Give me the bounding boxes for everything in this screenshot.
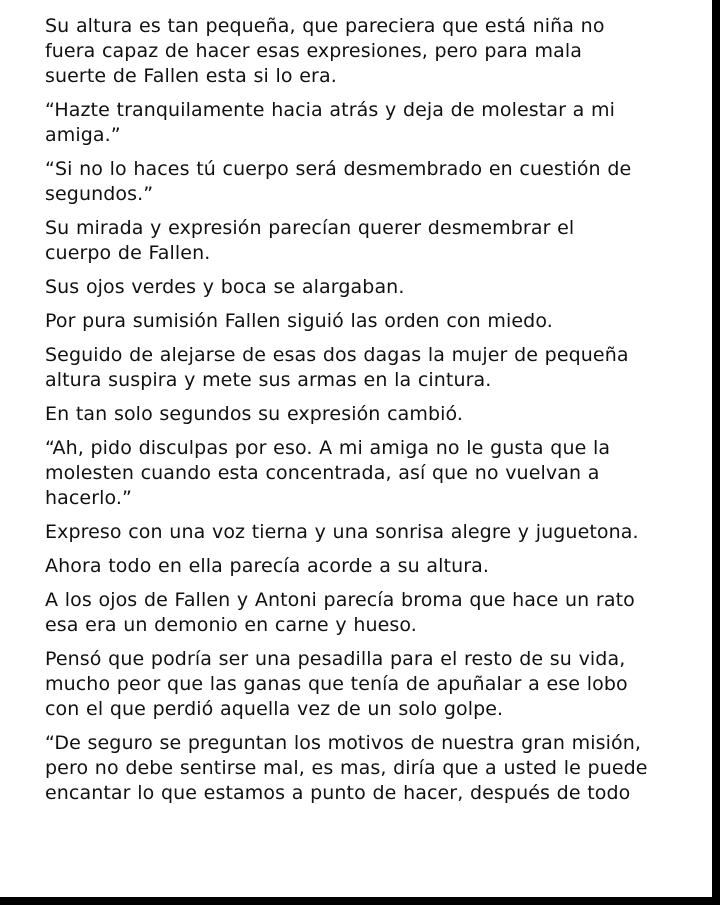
paragraph: “Hazte tranquilamente hacia atrás y deja de molestar a mi amiga.” xyxy=(45,99,615,146)
paragraph: “Ah, pido disculpas por eso. A mi amiga no le gusta que la molesten cuando esta concentrada, así que no vuelvan a hacerlo.” xyxy=(45,437,611,509)
paragraph: Su altura es tan pequeña, que pareciera que está niña no fuera capaz de hacer esas expresiones, pero para mala suerte de Fallen esta si lo era. xyxy=(45,15,605,87)
paragraph: Expreso con una voz tierna y una sonrisa alegre y juguetona. xyxy=(45,521,639,543)
paragraph: Ahora todo en ella parecía acorde a su altura. xyxy=(45,555,490,577)
paragraph: Pensó que podría ser una pesadilla para el resto de su vida, mucho peor que las ganas que tenía de apuñalar a ese lobo con el que perdió aquella vez de un solo golpe. xyxy=(45,648,628,720)
paragraph: Sus ojos verdes y boca se alargaban. xyxy=(45,276,405,298)
paragraph: En tan solo segundos su expresión cambió. xyxy=(45,403,464,425)
paragraph: “Si no lo haces tú cuerpo será desmembrado en cuestión de segundos.” xyxy=(45,158,632,205)
paragraph: Por pura sumisión Fallen siguió las orden con miedo. xyxy=(45,310,553,332)
paragraph: “De seguro se preguntan los motivos de nuestra gran misión, pero no debe sentirse mal, es mas, diría que a usted le puede encantar lo que estamos a punto de hacer, después de todo xyxy=(45,732,648,804)
paragraph: Su mirada y expresión parecían querer desmembrar el cuerpo de Fallen. xyxy=(45,217,575,264)
paragraph: Seguido de alejarse de esas dos dagas la mujer de pequeña altura suspira y mete sus armas en la cintura. xyxy=(45,344,629,391)
paragraph: A los ojos de Fallen y Antoni parecía broma que hace un rato esa era un demonio en carne y hueso. xyxy=(45,589,635,636)
